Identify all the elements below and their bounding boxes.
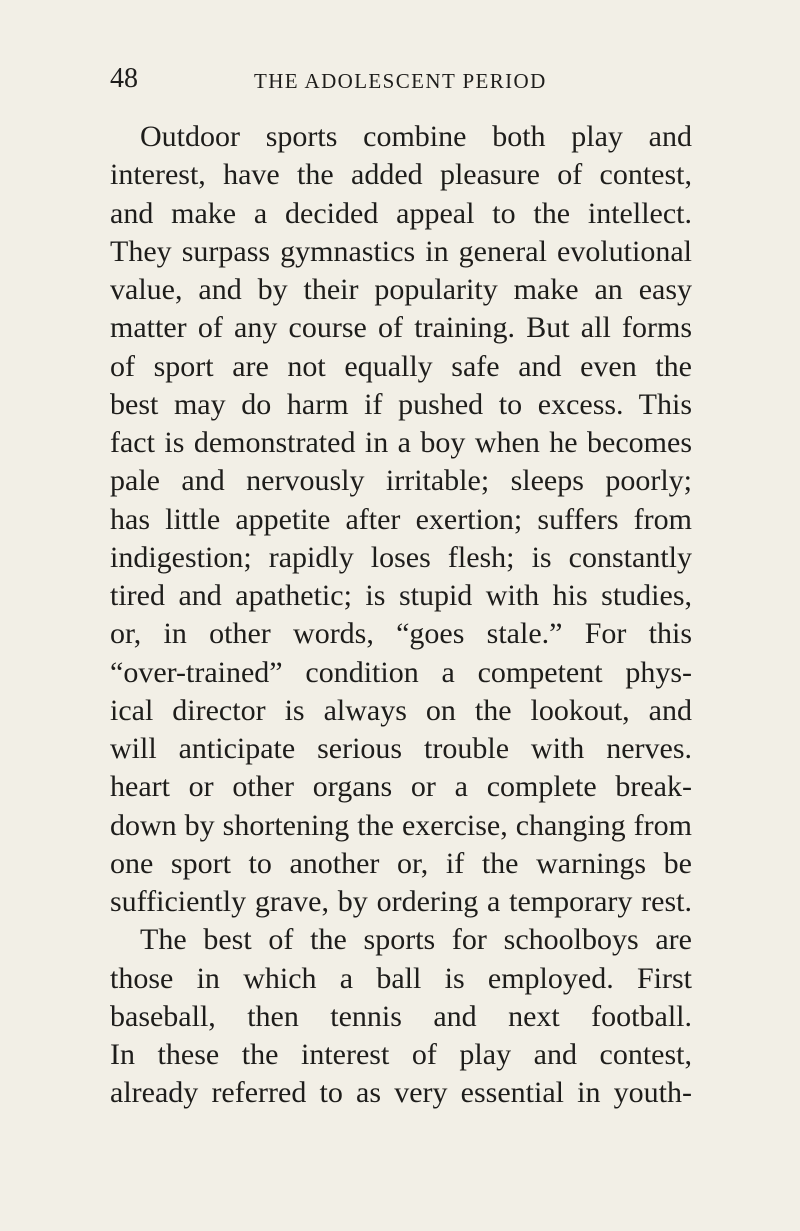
text-line: ical director is always on the lookout, and (110, 693, 692, 727)
running-title: THE ADOLESCENT PERIOD (254, 69, 547, 93)
text-line: best may do harm if pushed to excess. This (110, 387, 692, 421)
text-line: The best of the sports for schoolboys are (140, 923, 692, 957)
text-line: those in which a ball is employed. First (110, 961, 692, 995)
text-line: has little appetite after exertion; suffers from (110, 502, 692, 536)
text-line: fact is demonstrated in a boy when he becomes (110, 426, 692, 459)
text-line: will anticipate serious trouble with nerves. (110, 732, 692, 765)
text-line: or, in other words, “goes stale.” For this (110, 617, 692, 651)
text-line: one sport to another or, if the warnings be (110, 846, 692, 880)
text-line: already referred to as very essential in youth- (110, 1076, 692, 1110)
text-line: of sport are not equally safe and even the (110, 349, 692, 383)
text-line: value, and by their popularity make an easy (110, 273, 692, 306)
text-line: “over-trained” condition a competent phys- (110, 655, 692, 689)
text-line: In these the interest of play and contest, (110, 1038, 692, 1071)
text-line: pale and nervously irritable; sleeps poorly; (110, 464, 692, 498)
page-number: 48 (110, 63, 138, 94)
text-line: matter of any course of training. But all forms (110, 311, 692, 345)
text-line: They surpass gymnastics in general evolutional (110, 234, 692, 268)
text-line: sufficiently grave, by ordering a temporary rest. (110, 885, 692, 918)
text-line: and make a decided appeal to the intellect. (110, 196, 692, 230)
text-line: Outdoor sports combine both play and (140, 120, 692, 153)
text-line: indigestion; rapidly loses flesh; is constantly (110, 540, 692, 574)
text-line: tired and apathetic; is stupid with his studies, (110, 579, 692, 612)
text-line: heart or other organs or a complete break- (110, 770, 692, 804)
text-line: baseball, then tennis and next football. (110, 999, 692, 1033)
text-line: down by shortening the exercise, changing from (110, 808, 692, 842)
text-line: interest, have the added pleasure of contest, (110, 158, 692, 192)
body-text (110, 118, 692, 1113)
running-head (110, 62, 690, 102)
